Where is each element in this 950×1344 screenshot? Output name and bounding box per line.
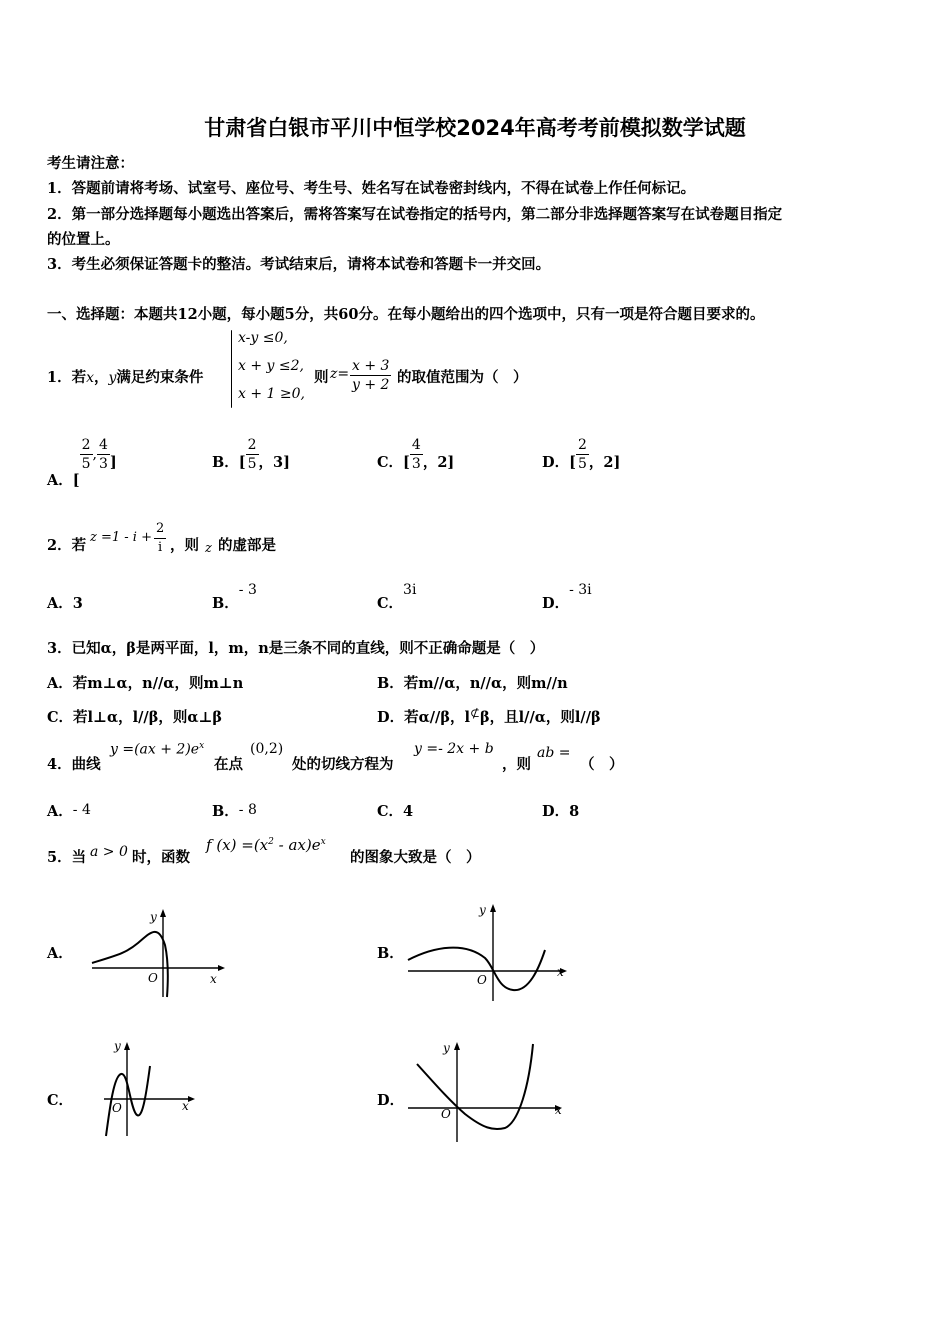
q4-line: y =- 2x + b <box>414 741 494 757</box>
graph-b[interactable] <box>405 898 570 1003</box>
constraint-3: x + 1 ≥0, <box>238 386 305 402</box>
q5-option-d[interactable]: D． <box>377 1092 405 1109</box>
y-label: y <box>443 1041 450 1055</box>
q2-option-c[interactable]: C．3i <box>377 582 417 612</box>
q4-option-a[interactable]: A．- 4 <box>47 802 91 820</box>
section-heading: 一、选择题：本题共12小题，每小题5分，共60分。在每小题给出的四个选项中，只有一项是符合题目要求的。 <box>47 306 765 323</box>
x-label: x <box>182 1099 189 1113</box>
constraint-brace <box>231 330 232 408</box>
notice-item: 3．考生必须保证答题卡的整洁。考试结束后，请将本试卷和答题卡一并交回。 <box>47 256 551 273</box>
q3-option-d[interactable]: D．若α//β，l⊄β，且l//α，则l//β <box>377 706 601 726</box>
q2-option-b[interactable]: B．- 3 <box>212 582 257 612</box>
q1-sep: ， <box>94 369 109 386</box>
q4-suffix: （ ） <box>580 756 624 773</box>
notice-item: 1．答题前请将考场、试室号、座位号、考生号、姓名写在试卷密封线内，不得在试卷上作任何标记。 <box>47 180 696 197</box>
var-x: x <box>86 370 94 386</box>
q2-suffix: 的虚部是 <box>218 537 276 554</box>
q4-tangent: 处的切线方程为 <box>292 756 394 773</box>
q2-z: z <box>205 541 212 556</box>
x-label: x <box>210 972 217 986</box>
origin-label: O <box>477 973 487 987</box>
q3-option-b[interactable]: B．若m//α，n//α，则m//n <box>377 675 568 692</box>
constraint-1: x-y ≤0, <box>238 330 288 346</box>
q1-option-a[interactable]: A．[ $\frac{2}{5}$ , $\frac{4}{3}$ ] <box>47 437 117 489</box>
q5-when: 时，函数 <box>132 849 190 866</box>
q4-option-b[interactable]: B．- 8 <box>212 802 257 820</box>
origin-label: O <box>148 971 158 985</box>
y-axis-arrow-icon <box>454 1042 460 1050</box>
q5-option-c[interactable]: C． <box>47 1092 74 1109</box>
constraint-2: x + y ≤2, <box>238 358 304 374</box>
q1-numerator: x + 3 <box>352 358 390 374</box>
notice-item: 的位置上。 <box>47 231 120 248</box>
q5-condition: a > 0 <box>90 844 128 860</box>
graph-d[interactable] <box>405 1036 570 1146</box>
page-title: 甘肃省白银市平川中恒学校2024年高考考前模拟数学试题 <box>204 116 746 140</box>
q2-fraction: $\frac{2}{i}$ <box>156 521 165 555</box>
q4-at: 在点 <box>214 756 243 773</box>
function-curve <box>92 932 168 997</box>
q3-option-c[interactable]: C．若l⊥α，l//β，则α⊥β <box>47 709 223 726</box>
q2-then: ，则 <box>170 537 199 554</box>
origin-label: O <box>441 1107 451 1121</box>
q4-option-d[interactable]: D．8 <box>542 803 580 820</box>
q5-suffix: 的图象大致是（ ） <box>350 849 481 866</box>
notice-heading: 考生请注意： <box>47 155 134 172</box>
q1-fraction <box>350 357 391 394</box>
q2-option-a[interactable]: A．3 <box>47 595 83 612</box>
q1-option-c[interactable]: C．[ $\frac{4}{3}$ ，2] <box>377 437 455 472</box>
x-axis-arrow-icon <box>218 965 225 971</box>
q1-then: 则 <box>314 369 329 386</box>
y-label: y <box>150 910 157 924</box>
q3-option-a[interactable]: A．若m⊥α，n//α，则m⊥n <box>47 675 244 692</box>
q5-function: f $(x) =(x^2 - ax)e^x$ <box>206 836 326 854</box>
q1-denominator: y + 2 <box>351 377 390 393</box>
var-y: y <box>108 370 117 386</box>
x-axis-arrow-icon <box>188 1096 195 1102</box>
y-label: y <box>479 903 486 917</box>
y-label: y <box>114 1039 121 1053</box>
q1-z: z= <box>330 366 350 382</box>
q2-expression: z =1 - i + <box>90 530 152 545</box>
q1-suffix: 的取值范围为（ ） <box>397 369 528 386</box>
q5-prefix: 5．当 <box>47 849 87 866</box>
q4-ab: ab = <box>537 745 571 761</box>
y-axis-arrow-icon <box>160 909 166 917</box>
q2-prefix: 2．若 <box>47 537 87 554</box>
q4-option-c[interactable]: C．4 <box>377 803 414 820</box>
q4-prefix: 4．曲线 <box>47 756 101 773</box>
y-axis-arrow-icon <box>490 904 496 912</box>
q5-option-a[interactable]: A． <box>47 945 73 962</box>
y-axis-arrow-icon <box>124 1042 130 1050</box>
q2-option-d[interactable]: D．- 3i <box>542 582 592 612</box>
x-label: x <box>555 1103 562 1117</box>
graph-c[interactable] <box>100 1036 200 1146</box>
q4-curve: $y =(ax + 2)e^x$ <box>110 741 205 758</box>
q3-stem: 3．已知α，β是两平面，l，m，n是三条不同的直线，则不正确命题是（ ） <box>47 640 545 657</box>
origin-label: O <box>112 1101 122 1115</box>
q1-prefix: 1．若 <box>47 369 87 386</box>
graph-a[interactable] <box>88 905 228 1000</box>
function-curve <box>417 1044 533 1129</box>
q1-mid: 满足约束条件 <box>116 369 204 386</box>
q4-then: ，则 <box>502 756 531 773</box>
q5-option-b[interactable]: B． <box>377 945 404 962</box>
x-label: x <box>557 965 564 979</box>
q1-option-b[interactable]: B．[ $\frac{2}{5}$ ，3] <box>212 437 290 472</box>
q4-point: (0,2) <box>250 741 284 757</box>
notice-item: 2．第一部分选择题每小题选出答案后，需将答案写在试卷指定的括号内，第二部分非选择题答案写在试卷题目指定 <box>47 206 783 223</box>
q1-option-d[interactable]: D．[ $\frac{2}{5}$ ，2] <box>542 437 621 472</box>
